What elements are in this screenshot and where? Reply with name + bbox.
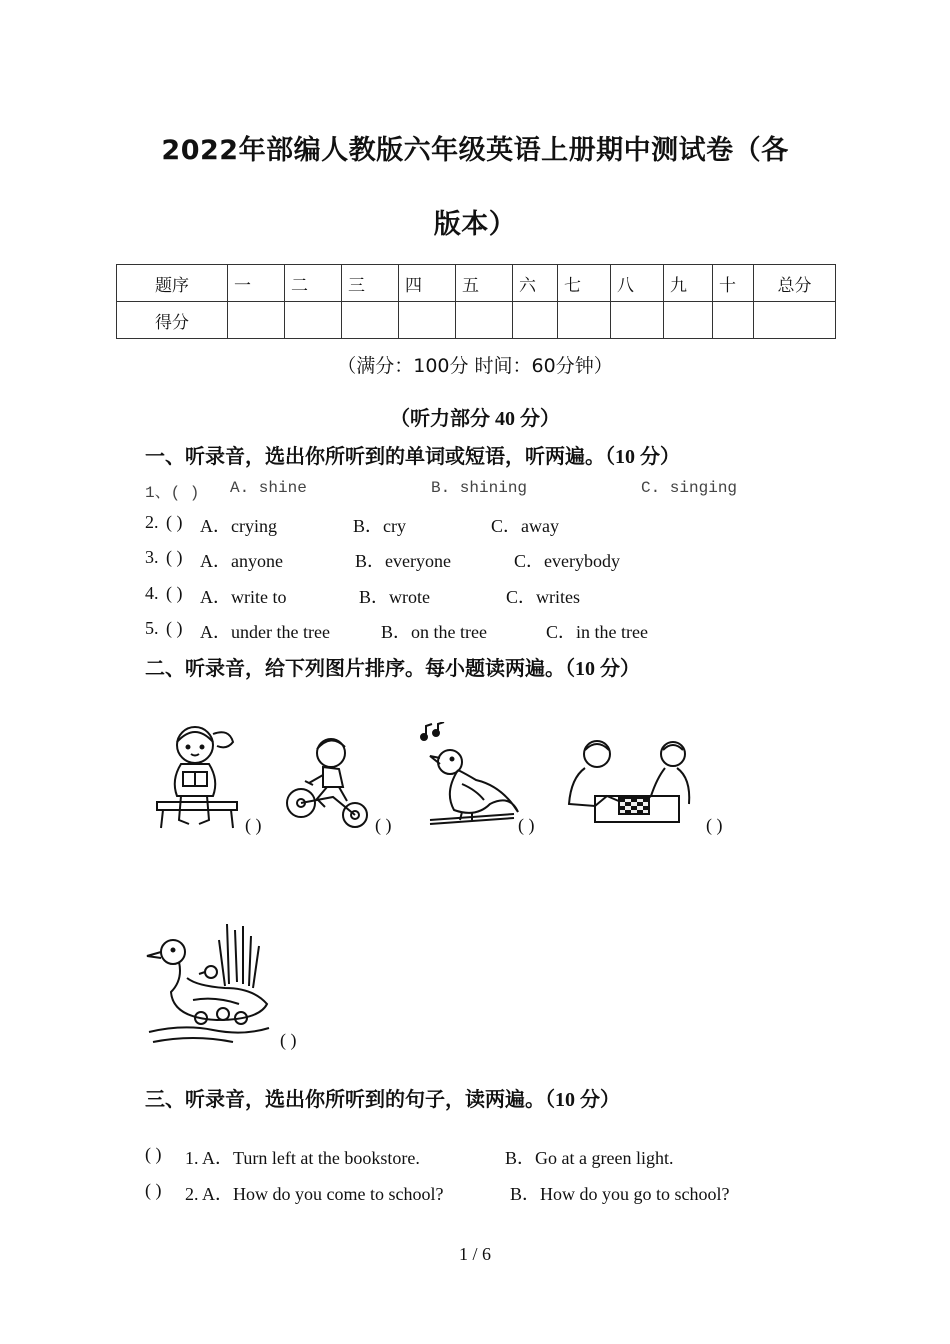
pic5-answer-blank[interactable]: ( ): [280, 1030, 297, 1050]
header-cell: 题序: [117, 265, 228, 302]
q1-option-c: C. singing: [641, 479, 738, 497]
q2-option-c: C．away: [491, 516, 559, 536]
score-cell[interactable]: [558, 302, 611, 339]
q1-option-a: A. shine: [230, 479, 307, 497]
q2-option-b: B．cry: [353, 516, 406, 536]
score-row: [117, 302, 836, 339]
q1-number: 1、( ): [145, 484, 200, 502]
s3-q1-option-b: B．Go at a green light.: [505, 1148, 674, 1168]
q2-number: 2.: [145, 512, 159, 532]
score-cell[interactable]: [342, 302, 399, 339]
girl-reading-icon: [155, 720, 239, 832]
pic3-answer-blank[interactable]: ( ): [518, 815, 535, 835]
score-table: [116, 264, 836, 339]
header-cell: 六: [513, 265, 558, 302]
section2-heading: 二、听录音，给下列图片排序。每小题读两遍。（10 分）: [145, 658, 640, 680]
boy-tricycle-icon: [283, 735, 373, 830]
score-cell[interactable]: [513, 302, 558, 339]
s3-q1-option-a: 1. A．Turn left at the bookstore.: [185, 1148, 420, 1168]
exam-info: （满分：100分 时间：60分钟）: [337, 355, 613, 377]
score-cell[interactable]: [228, 302, 285, 339]
score-row-label: 得分: [117, 302, 228, 339]
pic2-answer-blank[interactable]: ( ): [375, 815, 392, 835]
header-cell: 七: [558, 265, 611, 302]
s3-q2-answer-blank[interactable]: ( ): [145, 1180, 162, 1200]
q4-answer-blank[interactable]: ( ): [166, 583, 183, 603]
bird-singing-icon: [418, 722, 522, 830]
q1-option-b: B. shining: [431, 479, 528, 497]
score-cell[interactable]: [754, 302, 836, 339]
s3-q2-option-a: 2. A．How do you come to school?: [185, 1184, 444, 1204]
q5-number: 5.: [145, 618, 159, 638]
boys-chess-icon: [565, 738, 703, 828]
header-cell: 一: [228, 265, 285, 302]
header-cell: 二: [285, 265, 342, 302]
q4-option-c: C．writes: [506, 587, 580, 607]
q5-answer-blank[interactable]: ( ): [166, 618, 183, 638]
header-cell: 五: [456, 265, 513, 302]
q4-number: 4.: [145, 583, 159, 603]
q3-answer-blank[interactable]: ( ): [166, 547, 183, 567]
header-cell: 四: [399, 265, 456, 302]
q3-option-c: C．everybody: [514, 551, 620, 571]
score-cell[interactable]: [456, 302, 513, 339]
s3-q2-option-b: B．How do you go to school?: [510, 1184, 730, 1204]
duck-family-icon: [143, 920, 279, 1050]
header-cell: 三: [342, 265, 399, 302]
q5-option-b: B．on the tree: [381, 622, 487, 642]
page-title-cont: 版本）: [433, 209, 517, 240]
score-cell[interactable]: [285, 302, 342, 339]
q3-number: 3.: [145, 547, 159, 567]
section1-heading: 一、听录音，选出你所听到的单词或短语，听两遍。（10 分）: [145, 446, 680, 468]
score-cell[interactable]: [664, 302, 713, 339]
q2-answer-blank[interactable]: ( ): [166, 512, 183, 532]
score-cell[interactable]: [713, 302, 754, 339]
score-header-row: [117, 265, 836, 302]
q4-option-b: B．wrote: [359, 587, 430, 607]
header-cell: 九: [664, 265, 713, 302]
score-cell[interactable]: [399, 302, 456, 339]
q2-option-a: A．crying: [200, 516, 277, 536]
score-cell[interactable]: [611, 302, 664, 339]
q5-option-c: C．in the tree: [546, 622, 648, 642]
page-number: 1 / 6: [458, 1244, 491, 1264]
header-cell: 总分: [754, 265, 836, 302]
page-title: 2022年部编人教版六年级英语上册期中测试卷（各: [161, 135, 789, 166]
q3-option-a: A．anyone: [200, 551, 283, 571]
section3-heading: 三、听录音，选出你所听到的句子，读两遍。（10 分）: [145, 1089, 620, 1111]
pic1-answer-blank[interactable]: ( ): [245, 815, 262, 835]
s3-q1-answer-blank[interactable]: ( ): [145, 1144, 162, 1164]
q4-option-a: A．write to: [200, 587, 287, 607]
header-cell: 十: [713, 265, 754, 302]
listening-header: （听力部分 40 分）: [390, 408, 560, 430]
q5-option-a: A．under the tree: [200, 622, 330, 642]
header-cell: 八: [611, 265, 664, 302]
pic4-answer-blank[interactable]: ( ): [706, 815, 723, 835]
q3-option-b: B．everyone: [355, 551, 451, 571]
